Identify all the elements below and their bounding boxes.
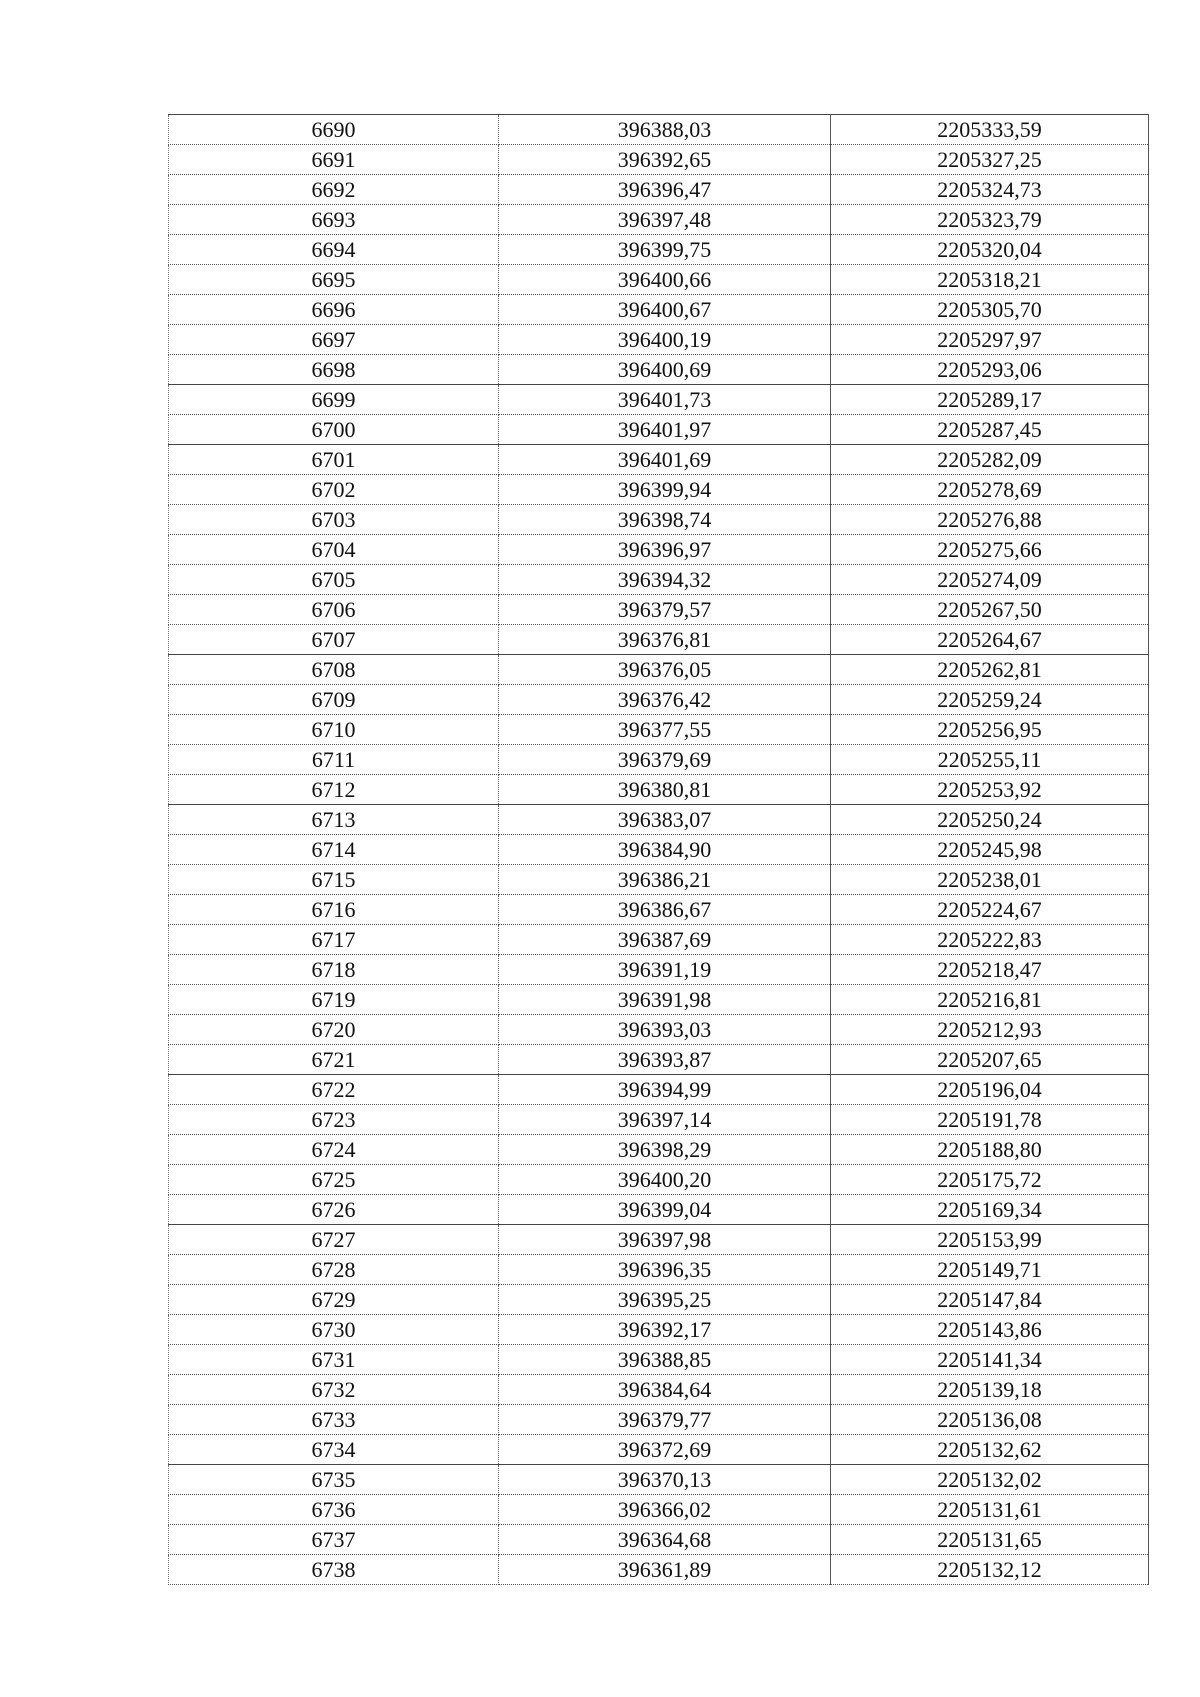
y-coordinate-cell: 2205274,09 (831, 565, 1149, 595)
x-coordinate-cell: 396397,48 (499, 205, 831, 235)
point-number-cell: 6705 (169, 565, 499, 595)
table-row (169, 1075, 1149, 1105)
point-number-cell: 6710 (169, 715, 499, 745)
y-coordinate-cell: 2205136,08 (831, 1405, 1149, 1435)
table-row (169, 865, 1149, 895)
table-row (169, 1045, 1149, 1075)
x-coordinate-cell: 396384,64 (499, 1375, 831, 1405)
x-coordinate-cell: 396400,20 (499, 1165, 831, 1195)
table-row (169, 595, 1149, 625)
y-coordinate-cell: 2205262,81 (831, 655, 1149, 685)
y-coordinate-cell: 2205153,99 (831, 1225, 1149, 1255)
point-number-cell: 6723 (169, 1105, 499, 1135)
point-number-cell: 6736 (169, 1495, 499, 1525)
table-row (169, 685, 1149, 715)
x-coordinate-cell: 396392,65 (499, 145, 831, 175)
point-number-cell: 6724 (169, 1135, 499, 1165)
table-row (169, 565, 1149, 595)
point-number-cell: 6708 (169, 655, 499, 685)
y-coordinate-cell: 2205264,67 (831, 625, 1149, 655)
table-row (169, 145, 1149, 175)
table-row (169, 265, 1149, 295)
x-coordinate-cell: 396396,47 (499, 175, 831, 205)
table-row (169, 895, 1149, 925)
point-number-cell: 6713 (169, 805, 499, 835)
point-number-cell: 6691 (169, 145, 499, 175)
point-number-cell: 6717 (169, 925, 499, 955)
y-coordinate-cell: 2205207,65 (831, 1045, 1149, 1075)
table-row (169, 1345, 1149, 1375)
x-coordinate-cell: 396394,32 (499, 565, 831, 595)
point-number-cell: 6721 (169, 1045, 499, 1075)
point-number-cell: 6703 (169, 505, 499, 535)
y-coordinate-cell: 2205188,80 (831, 1135, 1149, 1165)
x-coordinate-cell: 396399,94 (499, 475, 831, 505)
y-coordinate-cell: 2205275,66 (831, 535, 1149, 565)
point-number-cell: 6731 (169, 1345, 499, 1375)
x-coordinate-cell: 396392,17 (499, 1315, 831, 1345)
y-coordinate-cell: 2205143,86 (831, 1315, 1149, 1345)
point-number-cell: 6729 (169, 1285, 499, 1315)
y-coordinate-cell: 2205324,73 (831, 175, 1149, 205)
y-coordinate-cell: 2205256,95 (831, 715, 1149, 745)
table-row (169, 625, 1149, 655)
x-coordinate-cell: 396376,05 (499, 655, 831, 685)
point-number-cell: 6712 (169, 775, 499, 805)
x-coordinate-cell: 396383,07 (499, 805, 831, 835)
y-coordinate-cell: 2205224,67 (831, 895, 1149, 925)
table-row (169, 1165, 1149, 1195)
coordinates-table (168, 114, 1149, 1585)
x-coordinate-cell: 396377,55 (499, 715, 831, 745)
y-coordinate-cell: 2205320,04 (831, 235, 1149, 265)
y-coordinate-cell: 2205289,17 (831, 385, 1149, 415)
point-number-cell: 6693 (169, 205, 499, 235)
x-coordinate-cell: 396387,69 (499, 925, 831, 955)
y-coordinate-cell: 2205253,92 (831, 775, 1149, 805)
x-coordinate-cell: 396391,19 (499, 955, 831, 985)
x-coordinate-cell: 396388,85 (499, 1345, 831, 1375)
table-row (169, 775, 1149, 805)
x-coordinate-cell: 396401,97 (499, 415, 831, 445)
y-coordinate-cell: 2205318,21 (831, 265, 1149, 295)
table-row (169, 355, 1149, 385)
y-coordinate-cell: 2205245,98 (831, 835, 1149, 865)
table-row (169, 835, 1149, 865)
x-coordinate-cell: 396379,57 (499, 595, 831, 625)
x-coordinate-cell: 396400,67 (499, 295, 831, 325)
y-coordinate-cell: 2205293,06 (831, 355, 1149, 385)
table-row (169, 415, 1149, 445)
point-number-cell: 6715 (169, 865, 499, 895)
y-coordinate-cell: 2205255,11 (831, 745, 1149, 775)
y-coordinate-cell: 2205267,50 (831, 595, 1149, 625)
point-number-cell: 6725 (169, 1165, 499, 1195)
x-coordinate-cell: 396393,03 (499, 1015, 831, 1045)
point-number-cell: 6706 (169, 595, 499, 625)
y-coordinate-cell: 2205323,79 (831, 205, 1149, 235)
table-row (169, 235, 1149, 265)
x-coordinate-cell: 396379,69 (499, 745, 831, 775)
y-coordinate-cell: 2205131,65 (831, 1525, 1149, 1555)
table-row (169, 1405, 1149, 1435)
point-number-cell: 6734 (169, 1435, 499, 1465)
y-coordinate-cell: 2205131,61 (831, 1495, 1149, 1525)
point-number-cell: 6720 (169, 1015, 499, 1045)
point-number-cell: 6730 (169, 1315, 499, 1345)
point-number-cell: 6727 (169, 1225, 499, 1255)
point-number-cell: 6737 (169, 1525, 499, 1555)
table-row (169, 955, 1149, 985)
y-coordinate-cell: 2205196,04 (831, 1075, 1149, 1105)
y-coordinate-cell: 2205216,81 (831, 985, 1149, 1015)
x-coordinate-cell: 396386,21 (499, 865, 831, 895)
x-coordinate-cell: 396391,98 (499, 985, 831, 1015)
x-coordinate-cell: 396399,04 (499, 1195, 831, 1225)
x-coordinate-cell: 396376,81 (499, 625, 831, 655)
table-row (169, 1315, 1149, 1345)
table-row (169, 655, 1149, 685)
x-coordinate-cell: 396395,25 (499, 1285, 831, 1315)
table-row (169, 1435, 1149, 1465)
point-number-cell: 6732 (169, 1375, 499, 1405)
y-coordinate-cell: 2205191,78 (831, 1105, 1149, 1135)
y-coordinate-cell: 2205238,01 (831, 865, 1149, 895)
point-number-cell: 6716 (169, 895, 499, 925)
x-coordinate-cell: 396396,35 (499, 1255, 831, 1285)
y-coordinate-cell: 2205276,88 (831, 505, 1149, 535)
y-coordinate-cell: 2205132,02 (831, 1465, 1149, 1495)
point-number-cell: 6696 (169, 295, 499, 325)
x-coordinate-cell: 396397,98 (499, 1225, 831, 1255)
table-row (169, 295, 1149, 325)
point-number-cell: 6733 (169, 1405, 499, 1435)
x-coordinate-cell: 396379,77 (499, 1405, 831, 1435)
table-row (169, 1225, 1149, 1255)
table-row (169, 1105, 1149, 1135)
point-number-cell: 6702 (169, 475, 499, 505)
y-coordinate-cell: 2205132,12 (831, 1555, 1149, 1585)
table-row (169, 1135, 1149, 1165)
table-row (169, 1015, 1149, 1045)
x-coordinate-cell: 396400,19 (499, 325, 831, 355)
x-coordinate-cell: 396372,69 (499, 1435, 831, 1465)
x-coordinate-cell: 396386,67 (499, 895, 831, 925)
x-coordinate-cell: 396366,02 (499, 1495, 831, 1525)
x-coordinate-cell: 396393,87 (499, 1045, 831, 1075)
y-coordinate-cell: 2205327,25 (831, 145, 1149, 175)
point-number-cell: 6722 (169, 1075, 499, 1105)
y-coordinate-cell: 2205139,18 (831, 1375, 1149, 1405)
x-coordinate-cell: 396398,29 (499, 1135, 831, 1165)
point-number-cell: 6695 (169, 265, 499, 295)
table-row (169, 1375, 1149, 1405)
table-row (169, 1285, 1149, 1315)
point-number-cell: 6700 (169, 415, 499, 445)
coordinates-table-body (169, 115, 1149, 1585)
table-row (169, 805, 1149, 835)
y-coordinate-cell: 2205175,72 (831, 1165, 1149, 1195)
point-number-cell: 6690 (169, 115, 499, 145)
table-row (169, 745, 1149, 775)
y-coordinate-cell: 2205169,34 (831, 1195, 1149, 1225)
y-coordinate-cell: 2205141,34 (831, 1345, 1149, 1375)
point-number-cell: 6709 (169, 685, 499, 715)
table-row (169, 175, 1149, 205)
y-coordinate-cell: 2205250,24 (831, 805, 1149, 835)
table-row (169, 325, 1149, 355)
x-coordinate-cell: 396399,75 (499, 235, 831, 265)
y-coordinate-cell: 2205149,71 (831, 1255, 1149, 1285)
x-coordinate-cell: 396400,69 (499, 355, 831, 385)
point-number-cell: 6711 (169, 745, 499, 775)
table-row (169, 1195, 1149, 1225)
y-coordinate-cell: 2205212,93 (831, 1015, 1149, 1045)
x-coordinate-cell: 396396,97 (499, 535, 831, 565)
point-number-cell: 6697 (169, 325, 499, 355)
table-row (169, 205, 1149, 235)
x-coordinate-cell: 396398,74 (499, 505, 831, 535)
y-coordinate-cell: 2205282,09 (831, 445, 1149, 475)
table-row (169, 1255, 1149, 1285)
table-row (169, 475, 1149, 505)
point-number-cell: 6698 (169, 355, 499, 385)
point-number-cell: 6699 (169, 385, 499, 415)
point-number-cell: 6728 (169, 1255, 499, 1285)
y-coordinate-cell: 2205305,70 (831, 295, 1149, 325)
y-coordinate-cell: 2205278,69 (831, 475, 1149, 505)
table-row (169, 1495, 1149, 1525)
point-number-cell: 6704 (169, 535, 499, 565)
point-number-cell: 6735 (169, 1465, 499, 1495)
point-number-cell: 6719 (169, 985, 499, 1015)
x-coordinate-cell: 396400,66 (499, 265, 831, 295)
table-row (169, 445, 1149, 475)
table-row (169, 535, 1149, 565)
x-coordinate-cell: 396376,42 (499, 685, 831, 715)
x-coordinate-cell: 396401,73 (499, 385, 831, 415)
table-row (169, 715, 1149, 745)
table-row (169, 1525, 1149, 1555)
y-coordinate-cell: 2205333,59 (831, 115, 1149, 145)
table-row (169, 505, 1149, 535)
point-number-cell: 6694 (169, 235, 499, 265)
y-coordinate-cell: 2205147,84 (831, 1285, 1149, 1315)
x-coordinate-cell: 396380,81 (499, 775, 831, 805)
point-number-cell: 6692 (169, 175, 499, 205)
point-number-cell: 6726 (169, 1195, 499, 1225)
point-number-cell: 6738 (169, 1555, 499, 1585)
table-row (169, 985, 1149, 1015)
x-coordinate-cell: 396394,99 (499, 1075, 831, 1105)
table-row (169, 1555, 1149, 1585)
x-coordinate-cell: 396401,69 (499, 445, 831, 475)
x-coordinate-cell: 396397,14 (499, 1105, 831, 1135)
y-coordinate-cell: 2205222,83 (831, 925, 1149, 955)
x-coordinate-cell: 396364,68 (499, 1525, 831, 1555)
point-number-cell: 6714 (169, 835, 499, 865)
table-row (169, 385, 1149, 415)
table-row (169, 1465, 1149, 1495)
table-row (169, 925, 1149, 955)
y-coordinate-cell: 2205132,62 (831, 1435, 1149, 1465)
x-coordinate-cell: 396384,90 (499, 835, 831, 865)
table-row (169, 115, 1149, 145)
y-coordinate-cell: 2205287,45 (831, 415, 1149, 445)
y-coordinate-cell: 2205218,47 (831, 955, 1149, 985)
x-coordinate-cell: 396388,03 (499, 115, 831, 145)
y-coordinate-cell: 2205297,97 (831, 325, 1149, 355)
point-number-cell: 6701 (169, 445, 499, 475)
point-number-cell: 6718 (169, 955, 499, 985)
x-coordinate-cell: 396370,13 (499, 1465, 831, 1495)
x-coordinate-cell: 396361,89 (499, 1555, 831, 1585)
point-number-cell: 6707 (169, 625, 499, 655)
y-coordinate-cell: 2205259,24 (831, 685, 1149, 715)
